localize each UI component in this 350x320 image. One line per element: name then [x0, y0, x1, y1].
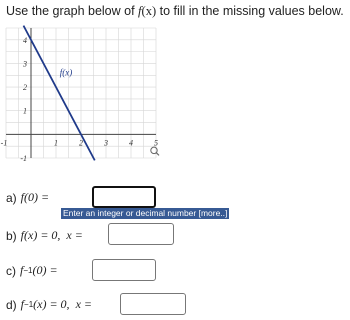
x-tick-label: 4 — [129, 138, 133, 148]
question-a-expression: f(0) = — [20, 190, 50, 204]
instructions-func: f — [138, 4, 142, 18]
question-c-expression: (0) = — [32, 263, 58, 277]
y-tick-label: 1 — [23, 106, 27, 116]
question-b-label: b) — [6, 228, 17, 243]
function-line — [24, 26, 95, 161]
x-tick-label: 1 — [54, 138, 58, 148]
input-hint-tooltip[interactable]: Enter an integer or decimal number [more..] — [63, 208, 228, 218]
function-graph — [0, 22, 170, 182]
question-b — [6, 228, 83, 243]
question-d-expression: (x) = 0, — [33, 297, 70, 311]
question-a-label: a) — [6, 190, 17, 205]
instructions-var: (x) — [141, 4, 157, 18]
function-label: f(x) — [59, 67, 73, 78]
question-d-func: f — [20, 297, 25, 311]
question-a — [6, 190, 49, 205]
question-d — [6, 297, 92, 312]
question-d-expression-2: x = — [75, 297, 92, 311]
x-tick-label: 2 — [79, 138, 83, 148]
instructions-tail: to fill in the missing values below. — [159, 4, 344, 18]
instructions-text: Use the graph below of — [6, 4, 135, 18]
x-tick-label: 5 — [154, 138, 158, 148]
question-c-inverse-sup: −1 — [23, 266, 33, 275]
question-c — [6, 263, 58, 278]
x-tick-label: 3 — [104, 138, 108, 148]
instructions — [6, 4, 344, 19]
question-b-expression: f(x) = 0, — [20, 228, 61, 242]
answer-b-input[interactable] — [108, 223, 174, 245]
y-tick-label: 2 — [23, 83, 27, 93]
question-d-label: d) — [6, 297, 17, 312]
graph-series — [24, 26, 95, 161]
magnifier-icon[interactable] — [151, 147, 159, 155]
answer-a-input[interactable] — [92, 186, 156, 208]
graph-tick-labels — [1, 36, 158, 163]
question-b-expression-2: x = — [66, 228, 83, 242]
answer-c-input[interactable] — [92, 259, 156, 281]
question-c-func: f — [20, 263, 24, 277]
question-c-label: c) — [6, 263, 16, 278]
y-tick-label: -1 — [20, 154, 27, 163]
question-d-inverse-sup: −1 — [24, 300, 34, 309]
y-tick-label: 3 — [23, 59, 27, 69]
y-tick-label: 4 — [23, 35, 27, 45]
x-tick-label: -1 — [0, 138, 8, 148]
answer-d-input[interactable] — [120, 293, 186, 315]
